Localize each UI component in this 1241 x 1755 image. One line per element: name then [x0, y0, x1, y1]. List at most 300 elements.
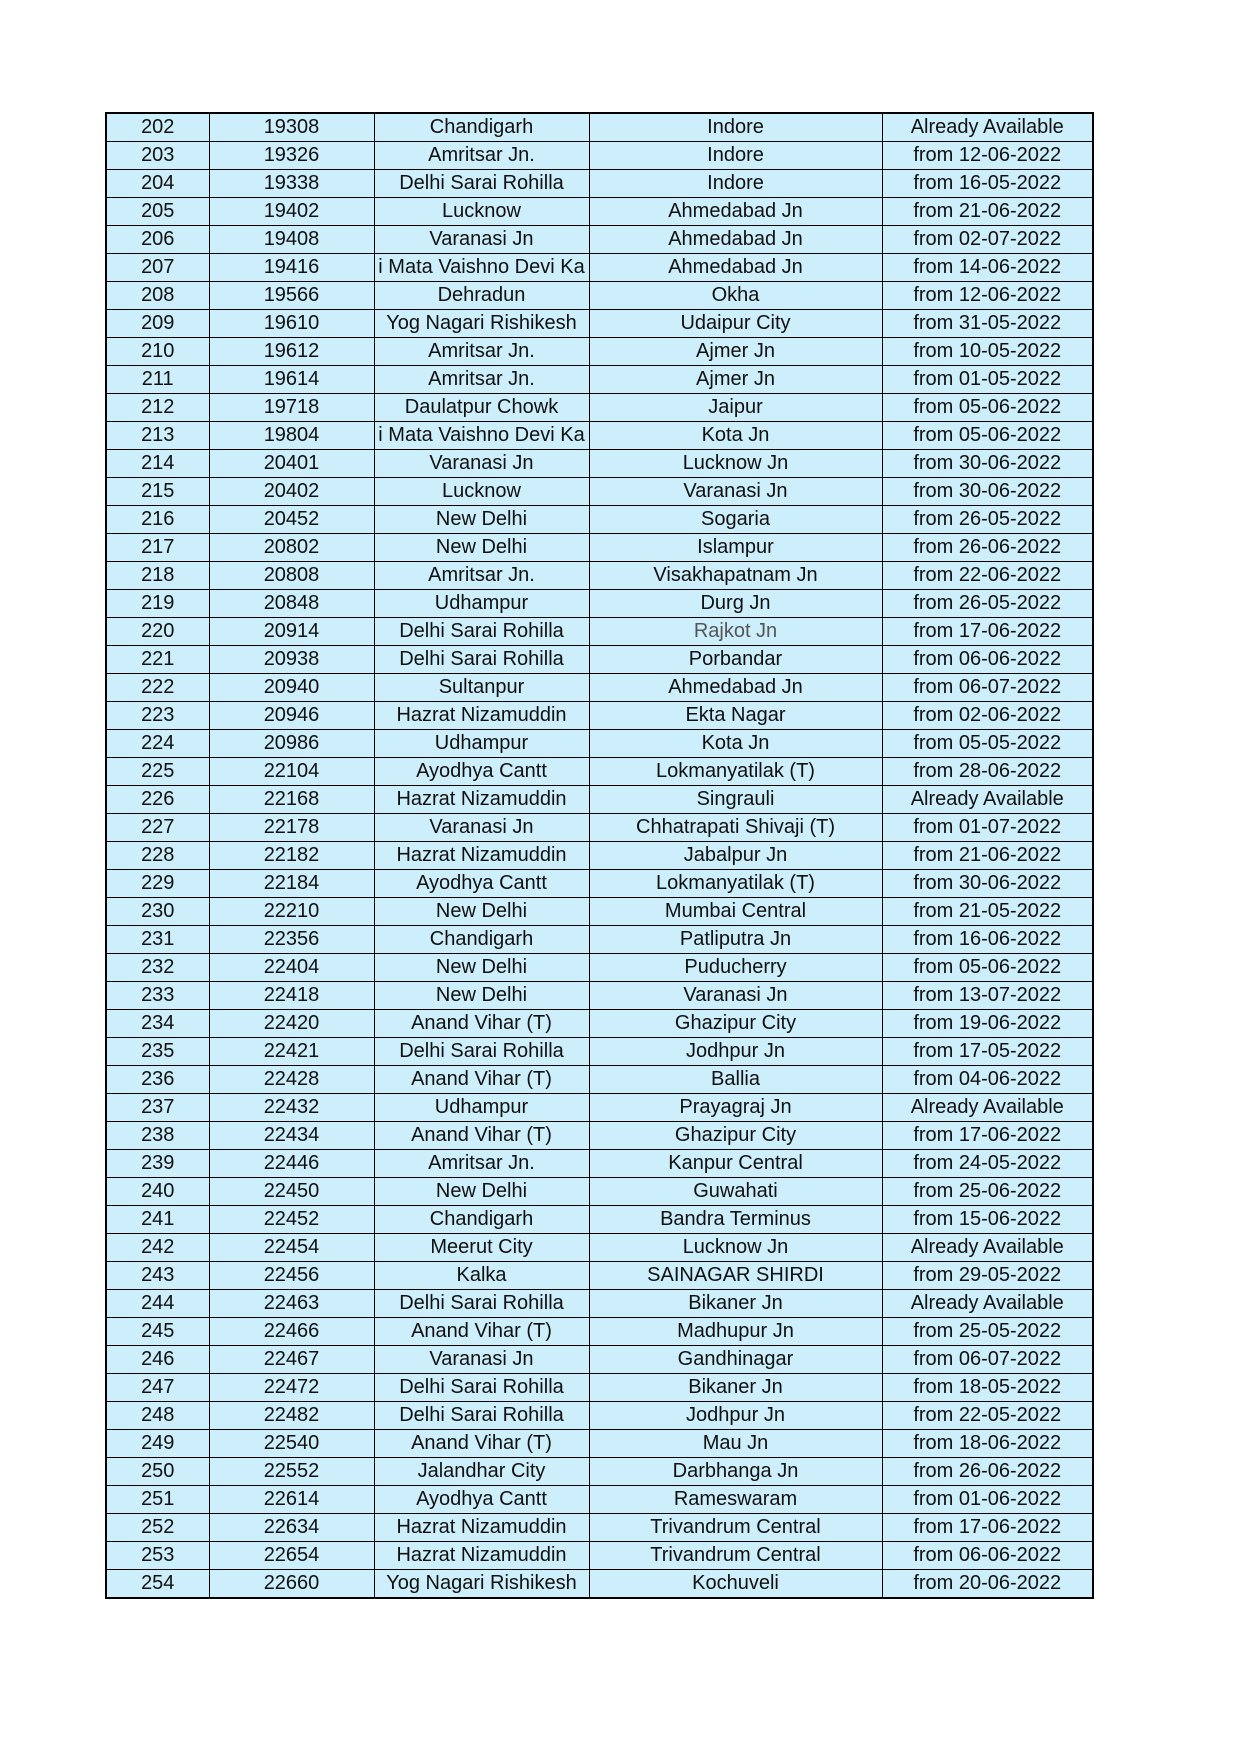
origin-station-cell: Anand Vihar (T)	[374, 1066, 589, 1094]
destination-station-cell: Ajmer Jn	[589, 338, 882, 366]
availability-cell: from 22-05-2022	[882, 1402, 1093, 1430]
train-number-cell: 22421	[209, 1038, 374, 1066]
table-row	[106, 1458, 1093, 1486]
serial-number-cell: 247	[106, 1374, 209, 1402]
train-number-cell: 22418	[209, 982, 374, 1010]
serial-number-cell: 248	[106, 1402, 209, 1430]
train-number-cell: 22178	[209, 814, 374, 842]
availability-cell: from 26-05-2022	[882, 506, 1093, 534]
destination-station-cell: Guwahati	[589, 1178, 882, 1206]
serial-number-cell: 218	[106, 562, 209, 590]
destination-station-cell: Ballia	[589, 1066, 882, 1094]
origin-station-cell: i Mata Vaishno Devi Ka	[374, 254, 589, 282]
serial-number-cell: 244	[106, 1290, 209, 1318]
destination-station-cell: Kanpur Central	[589, 1150, 882, 1178]
table-row	[106, 898, 1093, 926]
table-row	[106, 954, 1093, 982]
serial-number-cell: 224	[106, 730, 209, 758]
destination-station-cell: Gandhinagar	[589, 1346, 882, 1374]
train-number-cell: 22467	[209, 1346, 374, 1374]
table-row	[106, 1318, 1093, 1346]
train-number-cell: 22104	[209, 758, 374, 786]
train-number-cell: 19308	[209, 113, 374, 142]
origin-station-cell: Ayodhya Cantt	[374, 870, 589, 898]
availability-cell: from 26-05-2022	[882, 590, 1093, 618]
origin-station-cell: Ayodhya Cantt	[374, 1486, 589, 1514]
serial-number-cell: 210	[106, 338, 209, 366]
train-number-cell: 19612	[209, 338, 374, 366]
origin-station-cell: Anand Vihar (T)	[374, 1010, 589, 1038]
table-row	[106, 1038, 1093, 1066]
availability-cell: from 04-06-2022	[882, 1066, 1093, 1094]
destination-station-cell: Rajkot Jn	[589, 618, 882, 646]
table-row	[106, 1570, 1093, 1599]
train-number-cell: 19804	[209, 422, 374, 450]
origin-station-cell: New Delhi	[374, 1178, 589, 1206]
train-number-cell: 22184	[209, 870, 374, 898]
destination-station-cell: Madhupur Jn	[589, 1318, 882, 1346]
availability-cell: from 21-05-2022	[882, 898, 1093, 926]
destination-station-cell: Visakhapatnam Jn	[589, 562, 882, 590]
availability-cell: from 16-05-2022	[882, 170, 1093, 198]
train-number-cell: 19718	[209, 394, 374, 422]
availability-cell: Already Available	[882, 786, 1093, 814]
train-number-cell: 20946	[209, 702, 374, 730]
table-row	[106, 1430, 1093, 1458]
destination-station-cell: Chhatrapati Shivaji (T)	[589, 814, 882, 842]
availability-cell: from 05-05-2022	[882, 730, 1093, 758]
train-schedule-table	[105, 112, 1094, 1599]
table-row	[106, 1346, 1093, 1374]
destination-station-cell: Jodhpur Jn	[589, 1402, 882, 1430]
train-number-cell: 22540	[209, 1430, 374, 1458]
serial-number-cell: 242	[106, 1234, 209, 1262]
serial-number-cell: 214	[106, 450, 209, 478]
origin-station-cell: i Mata Vaishno Devi Ka	[374, 422, 589, 450]
availability-cell: from 06-06-2022	[882, 646, 1093, 674]
serial-number-cell: 237	[106, 1094, 209, 1122]
table-row	[106, 1486, 1093, 1514]
availability-cell: from 10-05-2022	[882, 338, 1093, 366]
train-number-cell: 22472	[209, 1374, 374, 1402]
destination-station-cell: Jodhpur Jn	[589, 1038, 882, 1066]
train-number-cell: 20848	[209, 590, 374, 618]
serial-number-cell: 207	[106, 254, 209, 282]
train-number-cell: 20401	[209, 450, 374, 478]
serial-number-cell: 206	[106, 226, 209, 254]
serial-number-cell: 216	[106, 506, 209, 534]
availability-cell: from 20-06-2022	[882, 1570, 1093, 1599]
table-body	[106, 113, 1093, 1598]
serial-number-cell: 219	[106, 590, 209, 618]
serial-number-cell: 220	[106, 618, 209, 646]
table-row	[106, 226, 1093, 254]
serial-number-cell: 205	[106, 198, 209, 226]
origin-station-cell: Dehradun	[374, 282, 589, 310]
table-row	[106, 702, 1093, 730]
table-row	[106, 618, 1093, 646]
table-row	[106, 1206, 1093, 1234]
destination-station-cell: Lokmanyatilak (T)	[589, 870, 882, 898]
destination-station-cell: Kota Jn	[589, 730, 882, 758]
availability-cell: from 26-06-2022	[882, 534, 1093, 562]
table-row	[106, 842, 1093, 870]
destination-station-cell: Islampur	[589, 534, 882, 562]
serial-number-cell: 254	[106, 1570, 209, 1599]
destination-station-cell: Rameswaram	[589, 1486, 882, 1514]
serial-number-cell: 249	[106, 1430, 209, 1458]
serial-number-cell: 213	[106, 422, 209, 450]
train-number-cell: 22654	[209, 1542, 374, 1570]
destination-station-cell: Ghazipur City	[589, 1122, 882, 1150]
origin-station-cell: Meerut City	[374, 1234, 589, 1262]
origin-station-cell: Sultanpur	[374, 674, 589, 702]
train-number-cell: 22446	[209, 1150, 374, 1178]
availability-cell: from 24-05-2022	[882, 1150, 1093, 1178]
train-number-cell: 22420	[209, 1010, 374, 1038]
train-number-cell: 20402	[209, 478, 374, 506]
destination-station-cell: Ahmedabad Jn	[589, 226, 882, 254]
availability-cell: from 02-07-2022	[882, 226, 1093, 254]
destination-station-cell: Lucknow Jn	[589, 1234, 882, 1262]
destination-station-cell: Ahmedabad Jn	[589, 254, 882, 282]
destination-station-cell: Varanasi Jn	[589, 478, 882, 506]
origin-station-cell: Anand Vihar (T)	[374, 1318, 589, 1346]
availability-cell: from 21-06-2022	[882, 842, 1093, 870]
serial-number-cell: 217	[106, 534, 209, 562]
table-row	[106, 730, 1093, 758]
origin-station-cell: Ayodhya Cantt	[374, 758, 589, 786]
serial-number-cell: 229	[106, 870, 209, 898]
train-number-cell: 22463	[209, 1290, 374, 1318]
train-number-cell: 22482	[209, 1402, 374, 1430]
table-row	[106, 758, 1093, 786]
table-row	[106, 1094, 1093, 1122]
availability-cell: from 25-05-2022	[882, 1318, 1093, 1346]
destination-station-cell: Kota Jn	[589, 422, 882, 450]
availability-cell: from 30-06-2022	[882, 870, 1093, 898]
table-row	[106, 478, 1093, 506]
destination-station-cell: Okha	[589, 282, 882, 310]
train-number-cell: 22634	[209, 1514, 374, 1542]
origin-station-cell: Daulatpur Chowk	[374, 394, 589, 422]
table-row	[106, 170, 1093, 198]
table-row	[106, 870, 1093, 898]
serial-number-cell: 234	[106, 1010, 209, 1038]
table-row	[106, 422, 1093, 450]
availability-cell: from 31-05-2022	[882, 310, 1093, 338]
availability-cell: from 25-06-2022	[882, 1178, 1093, 1206]
train-number-cell: 19402	[209, 198, 374, 226]
serial-number-cell: 243	[106, 1262, 209, 1290]
train-number-cell: 22466	[209, 1318, 374, 1346]
origin-station-cell: Lucknow	[374, 478, 589, 506]
serial-number-cell: 253	[106, 1542, 209, 1570]
destination-station-cell: Sogaria	[589, 506, 882, 534]
destination-station-cell: Jabalpur Jn	[589, 842, 882, 870]
destination-station-cell: Udaipur City	[589, 310, 882, 338]
availability-cell: from 06-06-2022	[882, 1542, 1093, 1570]
train-number-cell: 22428	[209, 1066, 374, 1094]
train-number-cell: 22356	[209, 926, 374, 954]
serial-number-cell: 211	[106, 366, 209, 394]
availability-cell: from 02-06-2022	[882, 702, 1093, 730]
table-row	[106, 926, 1093, 954]
origin-station-cell: New Delhi	[374, 506, 589, 534]
destination-station-cell: Indore	[589, 142, 882, 170]
origin-station-cell: Amritsar Jn.	[374, 366, 589, 394]
availability-cell: from 05-06-2022	[882, 954, 1093, 982]
availability-cell: from 01-07-2022	[882, 814, 1093, 842]
origin-station-cell: Varanasi Jn	[374, 450, 589, 478]
table-row	[106, 254, 1093, 282]
train-number-cell: 20452	[209, 506, 374, 534]
train-number-cell: 22454	[209, 1234, 374, 1262]
train-number-cell: 22614	[209, 1486, 374, 1514]
destination-station-cell: Ekta Nagar	[589, 702, 882, 730]
origin-station-cell: Delhi Sarai Rohilla	[374, 170, 589, 198]
destination-station-cell: Indore	[589, 170, 882, 198]
origin-station-cell: Anand Vihar (T)	[374, 1122, 589, 1150]
serial-number-cell: 251	[106, 1486, 209, 1514]
train-number-cell: 20938	[209, 646, 374, 674]
serial-number-cell: 225	[106, 758, 209, 786]
table-row	[106, 338, 1093, 366]
table-row	[106, 1178, 1093, 1206]
train-number-cell: 22450	[209, 1178, 374, 1206]
train-number-cell: 22168	[209, 786, 374, 814]
serial-number-cell: 232	[106, 954, 209, 982]
table-row	[106, 1010, 1093, 1038]
destination-station-cell: Trivandrum Central	[589, 1542, 882, 1570]
serial-number-cell: 226	[106, 786, 209, 814]
origin-station-cell: Delhi Sarai Rohilla	[374, 1374, 589, 1402]
origin-station-cell: Udhampur	[374, 1094, 589, 1122]
train-number-cell: 22552	[209, 1458, 374, 1486]
availability-cell: from 06-07-2022	[882, 674, 1093, 702]
serial-number-cell: 228	[106, 842, 209, 870]
destination-station-cell: SAINAGAR SHIRDI	[589, 1262, 882, 1290]
table-row	[106, 282, 1093, 310]
serial-number-cell: 246	[106, 1346, 209, 1374]
train-number-cell: 22660	[209, 1570, 374, 1599]
destination-station-cell: Kochuveli	[589, 1570, 882, 1599]
destination-station-cell: Mau Jn	[589, 1430, 882, 1458]
table-row	[106, 562, 1093, 590]
serial-number-cell: 233	[106, 982, 209, 1010]
availability-cell: from 01-06-2022	[882, 1486, 1093, 1514]
origin-station-cell: Amritsar Jn.	[374, 1150, 589, 1178]
serial-number-cell: 223	[106, 702, 209, 730]
destination-station-cell: Durg Jn	[589, 590, 882, 618]
table-row	[106, 142, 1093, 170]
train-number-cell: 19408	[209, 226, 374, 254]
table-row	[106, 982, 1093, 1010]
origin-station-cell: Hazrat Nizamuddin	[374, 786, 589, 814]
serial-number-cell: 208	[106, 282, 209, 310]
serial-number-cell: 238	[106, 1122, 209, 1150]
serial-number-cell: 241	[106, 1206, 209, 1234]
train-number-cell: 19566	[209, 282, 374, 310]
origin-station-cell: Kalka	[374, 1262, 589, 1290]
serial-number-cell: 230	[106, 898, 209, 926]
table-row	[106, 1234, 1093, 1262]
table-row	[106, 198, 1093, 226]
origin-station-cell: Udhampur	[374, 730, 589, 758]
availability-cell: from 30-06-2022	[882, 478, 1093, 506]
availability-cell: from 14-06-2022	[882, 254, 1093, 282]
serial-number-cell: 239	[106, 1150, 209, 1178]
origin-station-cell: New Delhi	[374, 982, 589, 1010]
serial-number-cell: 245	[106, 1318, 209, 1346]
destination-station-cell: Darbhanga Jn	[589, 1458, 882, 1486]
destination-station-cell: Patliputra Jn	[589, 926, 882, 954]
availability-cell: Already Available	[882, 1094, 1093, 1122]
table-row	[106, 1290, 1093, 1318]
origin-station-cell: Hazrat Nizamuddin	[374, 1514, 589, 1542]
table-row	[106, 786, 1093, 814]
table-row	[106, 1122, 1093, 1150]
origin-station-cell: Jalandhar City	[374, 1458, 589, 1486]
table-row	[106, 1514, 1093, 1542]
availability-cell: from 13-07-2022	[882, 982, 1093, 1010]
origin-station-cell: Amritsar Jn.	[374, 562, 589, 590]
train-number-cell: 20802	[209, 534, 374, 562]
destination-station-cell: Mumbai Central	[589, 898, 882, 926]
table-row	[106, 1542, 1093, 1570]
origin-station-cell: Udhampur	[374, 590, 589, 618]
train-number-cell: 19338	[209, 170, 374, 198]
destination-station-cell: Singrauli	[589, 786, 882, 814]
origin-station-cell: Chandigarh	[374, 926, 589, 954]
origin-station-cell: Delhi Sarai Rohilla	[374, 1038, 589, 1066]
train-number-cell: 20986	[209, 730, 374, 758]
destination-station-cell: Ahmedabad Jn	[589, 674, 882, 702]
table-row	[106, 674, 1093, 702]
train-number-cell: 20808	[209, 562, 374, 590]
train-number-cell: 22210	[209, 898, 374, 926]
destination-station-cell: Indore	[589, 113, 882, 142]
destination-station-cell: Prayagraj Jn	[589, 1094, 882, 1122]
table-row	[106, 1402, 1093, 1430]
serial-number-cell: 252	[106, 1514, 209, 1542]
destination-station-cell: Ghazipur City	[589, 1010, 882, 1038]
origin-station-cell: Amritsar Jn.	[374, 142, 589, 170]
serial-number-cell: 240	[106, 1178, 209, 1206]
table-row	[106, 646, 1093, 674]
availability-cell: from 18-06-2022	[882, 1430, 1093, 1458]
origin-station-cell: Hazrat Nizamuddin	[374, 1542, 589, 1570]
availability-cell: from 17-06-2022	[882, 618, 1093, 646]
train-number-cell: 19416	[209, 254, 374, 282]
serial-number-cell: 227	[106, 814, 209, 842]
serial-number-cell: 204	[106, 170, 209, 198]
train-number-cell: 22432	[209, 1094, 374, 1122]
origin-station-cell: Delhi Sarai Rohilla	[374, 1290, 589, 1318]
train-number-cell: 22452	[209, 1206, 374, 1234]
availability-cell: from 28-06-2022	[882, 758, 1093, 786]
origin-station-cell: Anand Vihar (T)	[374, 1430, 589, 1458]
availability-cell: from 15-06-2022	[882, 1206, 1093, 1234]
train-number-cell: 22456	[209, 1262, 374, 1290]
destination-station-cell: Jaipur	[589, 394, 882, 422]
availability-cell: from 16-06-2022	[882, 926, 1093, 954]
destination-station-cell: Bikaner Jn	[589, 1374, 882, 1402]
origin-station-cell: Chandigarh	[374, 1206, 589, 1234]
origin-station-cell: Lucknow	[374, 198, 589, 226]
serial-number-cell: 235	[106, 1038, 209, 1066]
availability-cell: Already Available	[882, 1290, 1093, 1318]
origin-station-cell: Varanasi Jn	[374, 226, 589, 254]
destination-station-cell: Trivandrum Central	[589, 1514, 882, 1542]
availability-cell: from 12-06-2022	[882, 282, 1093, 310]
origin-station-cell: Amritsar Jn.	[374, 338, 589, 366]
table-row	[106, 310, 1093, 338]
serial-number-cell: 202	[106, 113, 209, 142]
serial-number-cell: 209	[106, 310, 209, 338]
destination-station-cell: Varanasi Jn	[589, 982, 882, 1010]
destination-station-cell: Bandra Terminus	[589, 1206, 882, 1234]
train-number-cell: 22434	[209, 1122, 374, 1150]
serial-number-cell: 222	[106, 674, 209, 702]
train-number-cell: 19610	[209, 310, 374, 338]
origin-station-cell: Varanasi Jn	[374, 814, 589, 842]
availability-cell: from 26-06-2022	[882, 1458, 1093, 1486]
availability-cell: from 19-06-2022	[882, 1010, 1093, 1038]
availability-cell: from 22-06-2022	[882, 562, 1093, 590]
availability-cell: from 17-05-2022	[882, 1038, 1093, 1066]
train-number-cell: 19614	[209, 366, 374, 394]
origin-station-cell: New Delhi	[374, 534, 589, 562]
origin-station-cell: Hazrat Nizamuddin	[374, 702, 589, 730]
origin-station-cell: New Delhi	[374, 898, 589, 926]
table-row	[106, 1374, 1093, 1402]
availability-cell: from 06-07-2022	[882, 1346, 1093, 1374]
origin-station-cell: Yog Nagari Rishikesh	[374, 1570, 589, 1599]
destination-station-cell: Ahmedabad Jn	[589, 198, 882, 226]
serial-number-cell: 250	[106, 1458, 209, 1486]
destination-station-cell: Ajmer Jn	[589, 366, 882, 394]
origin-station-cell: New Delhi	[374, 954, 589, 982]
serial-number-cell: 236	[106, 1066, 209, 1094]
table-row	[106, 394, 1093, 422]
table-row	[106, 113, 1093, 142]
serial-number-cell: 221	[106, 646, 209, 674]
availability-cell: from 12-06-2022	[882, 142, 1093, 170]
availability-cell: from 18-05-2022	[882, 1374, 1093, 1402]
availability-cell: from 21-06-2022	[882, 198, 1093, 226]
serial-number-cell: 212	[106, 394, 209, 422]
availability-cell: from 17-06-2022	[882, 1514, 1093, 1542]
table-row	[106, 590, 1093, 618]
origin-station-cell: Chandigarh	[374, 113, 589, 142]
destination-station-cell: Puducherry	[589, 954, 882, 982]
destination-station-cell: Lucknow Jn	[589, 450, 882, 478]
origin-station-cell: Delhi Sarai Rohilla	[374, 646, 589, 674]
availability-cell: from 01-05-2022	[882, 366, 1093, 394]
availability-cell: from 29-05-2022	[882, 1262, 1093, 1290]
train-number-cell: 20914	[209, 618, 374, 646]
origin-station-cell: Delhi Sarai Rohilla	[374, 618, 589, 646]
table-row	[106, 1150, 1093, 1178]
availability-cell: from 17-06-2022	[882, 1122, 1093, 1150]
train-number-cell: 20940	[209, 674, 374, 702]
destination-station-cell: Bikaner Jn	[589, 1290, 882, 1318]
availability-cell: Already Available	[882, 113, 1093, 142]
table-row	[106, 1066, 1093, 1094]
availability-cell: from 05-06-2022	[882, 422, 1093, 450]
train-number-cell: 19326	[209, 142, 374, 170]
